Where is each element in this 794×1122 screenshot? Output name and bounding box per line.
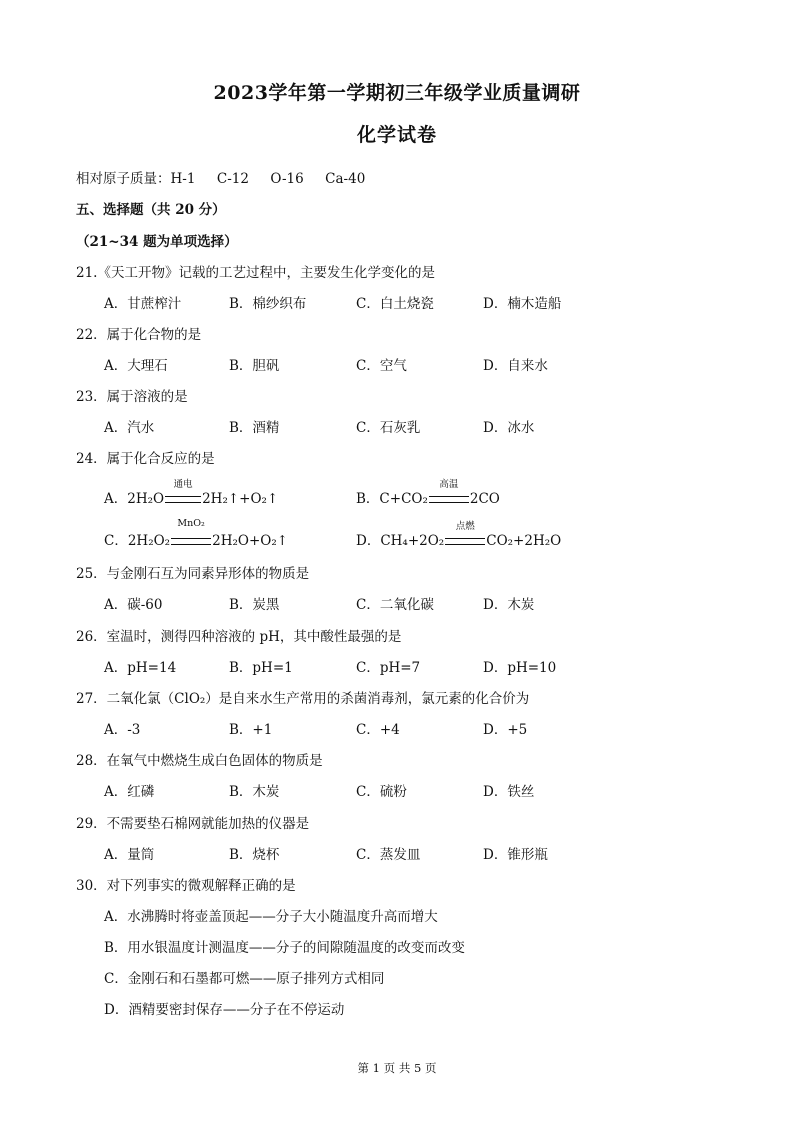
reaction-condition: 高温 bbox=[439, 479, 459, 490]
equation-label: B． bbox=[356, 491, 380, 507]
question-stem: 24．属于化合反应的是 bbox=[76, 451, 215, 467]
option-a: A．-3 bbox=[104, 722, 141, 738]
reaction-condition: MnO₂ bbox=[177, 518, 205, 529]
option-a: A．汽水 bbox=[104, 420, 155, 436]
section-heading: 五、选择题（共 20 分） bbox=[76, 202, 226, 218]
equation-label: C． bbox=[104, 533, 128, 549]
option-b: B．pH=1 bbox=[229, 660, 293, 676]
equation-option-d bbox=[356, 521, 562, 549]
option-b: B．+1 bbox=[229, 722, 273, 738]
equation-reactants: CH₄+2O₂ bbox=[380, 533, 445, 549]
question-stem: 28．在氧气中燃烧生成白色固体的物质是 bbox=[76, 753, 323, 769]
option-b: B．胆矾 bbox=[229, 358, 280, 374]
option-a: A．红磷 bbox=[104, 784, 155, 800]
option-d: D．锥形瓶 bbox=[483, 847, 548, 863]
option-c: C．白土烧瓷 bbox=[356, 296, 434, 312]
option-a: A．pH=14 bbox=[104, 660, 177, 676]
equation-label: D． bbox=[356, 533, 381, 549]
equation-products: CO₂+2H₂O bbox=[486, 533, 562, 549]
option-c: C．硫粉 bbox=[356, 784, 407, 800]
option-b: B．烧杯 bbox=[229, 847, 280, 863]
reaction-condition-arrow bbox=[165, 479, 201, 507]
question-stem: 26．室温时，测得四种溶液的 pH，其中酸性最强的是 bbox=[76, 629, 402, 645]
page-footer: 第 1 页 共 5 页 bbox=[357, 1061, 437, 1075]
option-b: B．炭黑 bbox=[229, 597, 280, 613]
question-stem: 30．对下列事实的微观解释正确的是 bbox=[76, 878, 296, 894]
option-c: C．+4 bbox=[356, 722, 400, 738]
option-c: C．蒸发皿 bbox=[356, 847, 421, 863]
long-option-c: C．金刚石和石墨都可燃——原子排列方式相同 bbox=[104, 971, 385, 987]
option-c: C．pH=7 bbox=[356, 660, 421, 676]
question-stem: 25．与金刚石互为同素异形体的物质是 bbox=[76, 566, 310, 582]
option-d: D．pH=10 bbox=[483, 660, 557, 676]
equation-option-b bbox=[356, 479, 500, 507]
option-a: A．碳-60 bbox=[104, 597, 163, 613]
reaction-condition: 点燃 bbox=[455, 521, 475, 532]
reaction-condition-arrow bbox=[445, 521, 485, 549]
option-d: D．+5 bbox=[483, 722, 528, 738]
equation-products: 2H₂O+O₂↑ bbox=[212, 533, 289, 549]
long-option-b: B．用水银温度计测温度——分子的间隙随温度的改变而改变 bbox=[104, 940, 465, 956]
section-subheading: （21~34 题为单项选择） bbox=[76, 234, 238, 250]
reaction-condition-arrow bbox=[429, 479, 469, 507]
question-stem: 29．不需要垫石棉网就能加热的仪器是 bbox=[76, 816, 310, 832]
atomic-masses: 相对原子质量：H-1 C-12 O-16 Ca-40 bbox=[76, 171, 366, 187]
equation-label: A． bbox=[104, 491, 128, 507]
option-d: D．自来水 bbox=[483, 358, 548, 374]
option-b: B．棉纱织布 bbox=[229, 296, 307, 312]
option-d: D．楠木造船 bbox=[483, 296, 562, 312]
option-c: C．二氧化碳 bbox=[356, 597, 434, 613]
equation-reactants: 2H₂O₂ bbox=[127, 533, 171, 549]
option-d: D．木炭 bbox=[483, 597, 535, 613]
exam-title: 2023学年第一学期初三年级学业质量调研 bbox=[213, 82, 581, 104]
equation-products: 2H₂↑+O₂↑ bbox=[202, 491, 279, 507]
exam-subtitle: 化学试卷 bbox=[356, 124, 437, 146]
option-a: A．量筒 bbox=[104, 847, 155, 863]
equation-option-a bbox=[104, 479, 279, 507]
option-b: B．木炭 bbox=[229, 784, 280, 800]
option-d: D．铁丝 bbox=[483, 784, 535, 800]
question-stem: 22．属于化合物的是 bbox=[76, 327, 202, 343]
question-stem: 27．二氧化氯（ClO₂）是自来水生产常用的杀菌消毒剂，氯元素的化合价为 bbox=[76, 691, 530, 707]
long-option-a: A．水沸腾时将壶盖顶起——分子大小随温度升高而增大 bbox=[104, 909, 438, 925]
option-b: B．酒精 bbox=[229, 420, 280, 436]
equation-reactants: C+CO₂ bbox=[379, 491, 428, 507]
option-a: A．大理石 bbox=[104, 358, 168, 374]
option-d: D．冰水 bbox=[483, 420, 535, 436]
reaction-condition-arrow bbox=[171, 518, 211, 549]
option-a: A．甘蔗榨汁 bbox=[104, 296, 182, 312]
equation-reactants: 2H₂O bbox=[127, 491, 165, 507]
option-c: C．空气 bbox=[356, 358, 407, 374]
equation-products: 2CO bbox=[469, 491, 500, 507]
long-option-d: D．酒精要密封保存——分子在不停运动 bbox=[104, 1002, 345, 1018]
question-stem: 23．属于溶液的是 bbox=[76, 389, 188, 405]
equation-option-c bbox=[104, 518, 289, 549]
option-c: C．石灰乳 bbox=[356, 420, 421, 436]
reaction-condition: 通电 bbox=[173, 479, 193, 490]
question-stem: 21.《天工开物》记载的工艺过程中，主要发生化学变化的是 bbox=[76, 265, 435, 281]
